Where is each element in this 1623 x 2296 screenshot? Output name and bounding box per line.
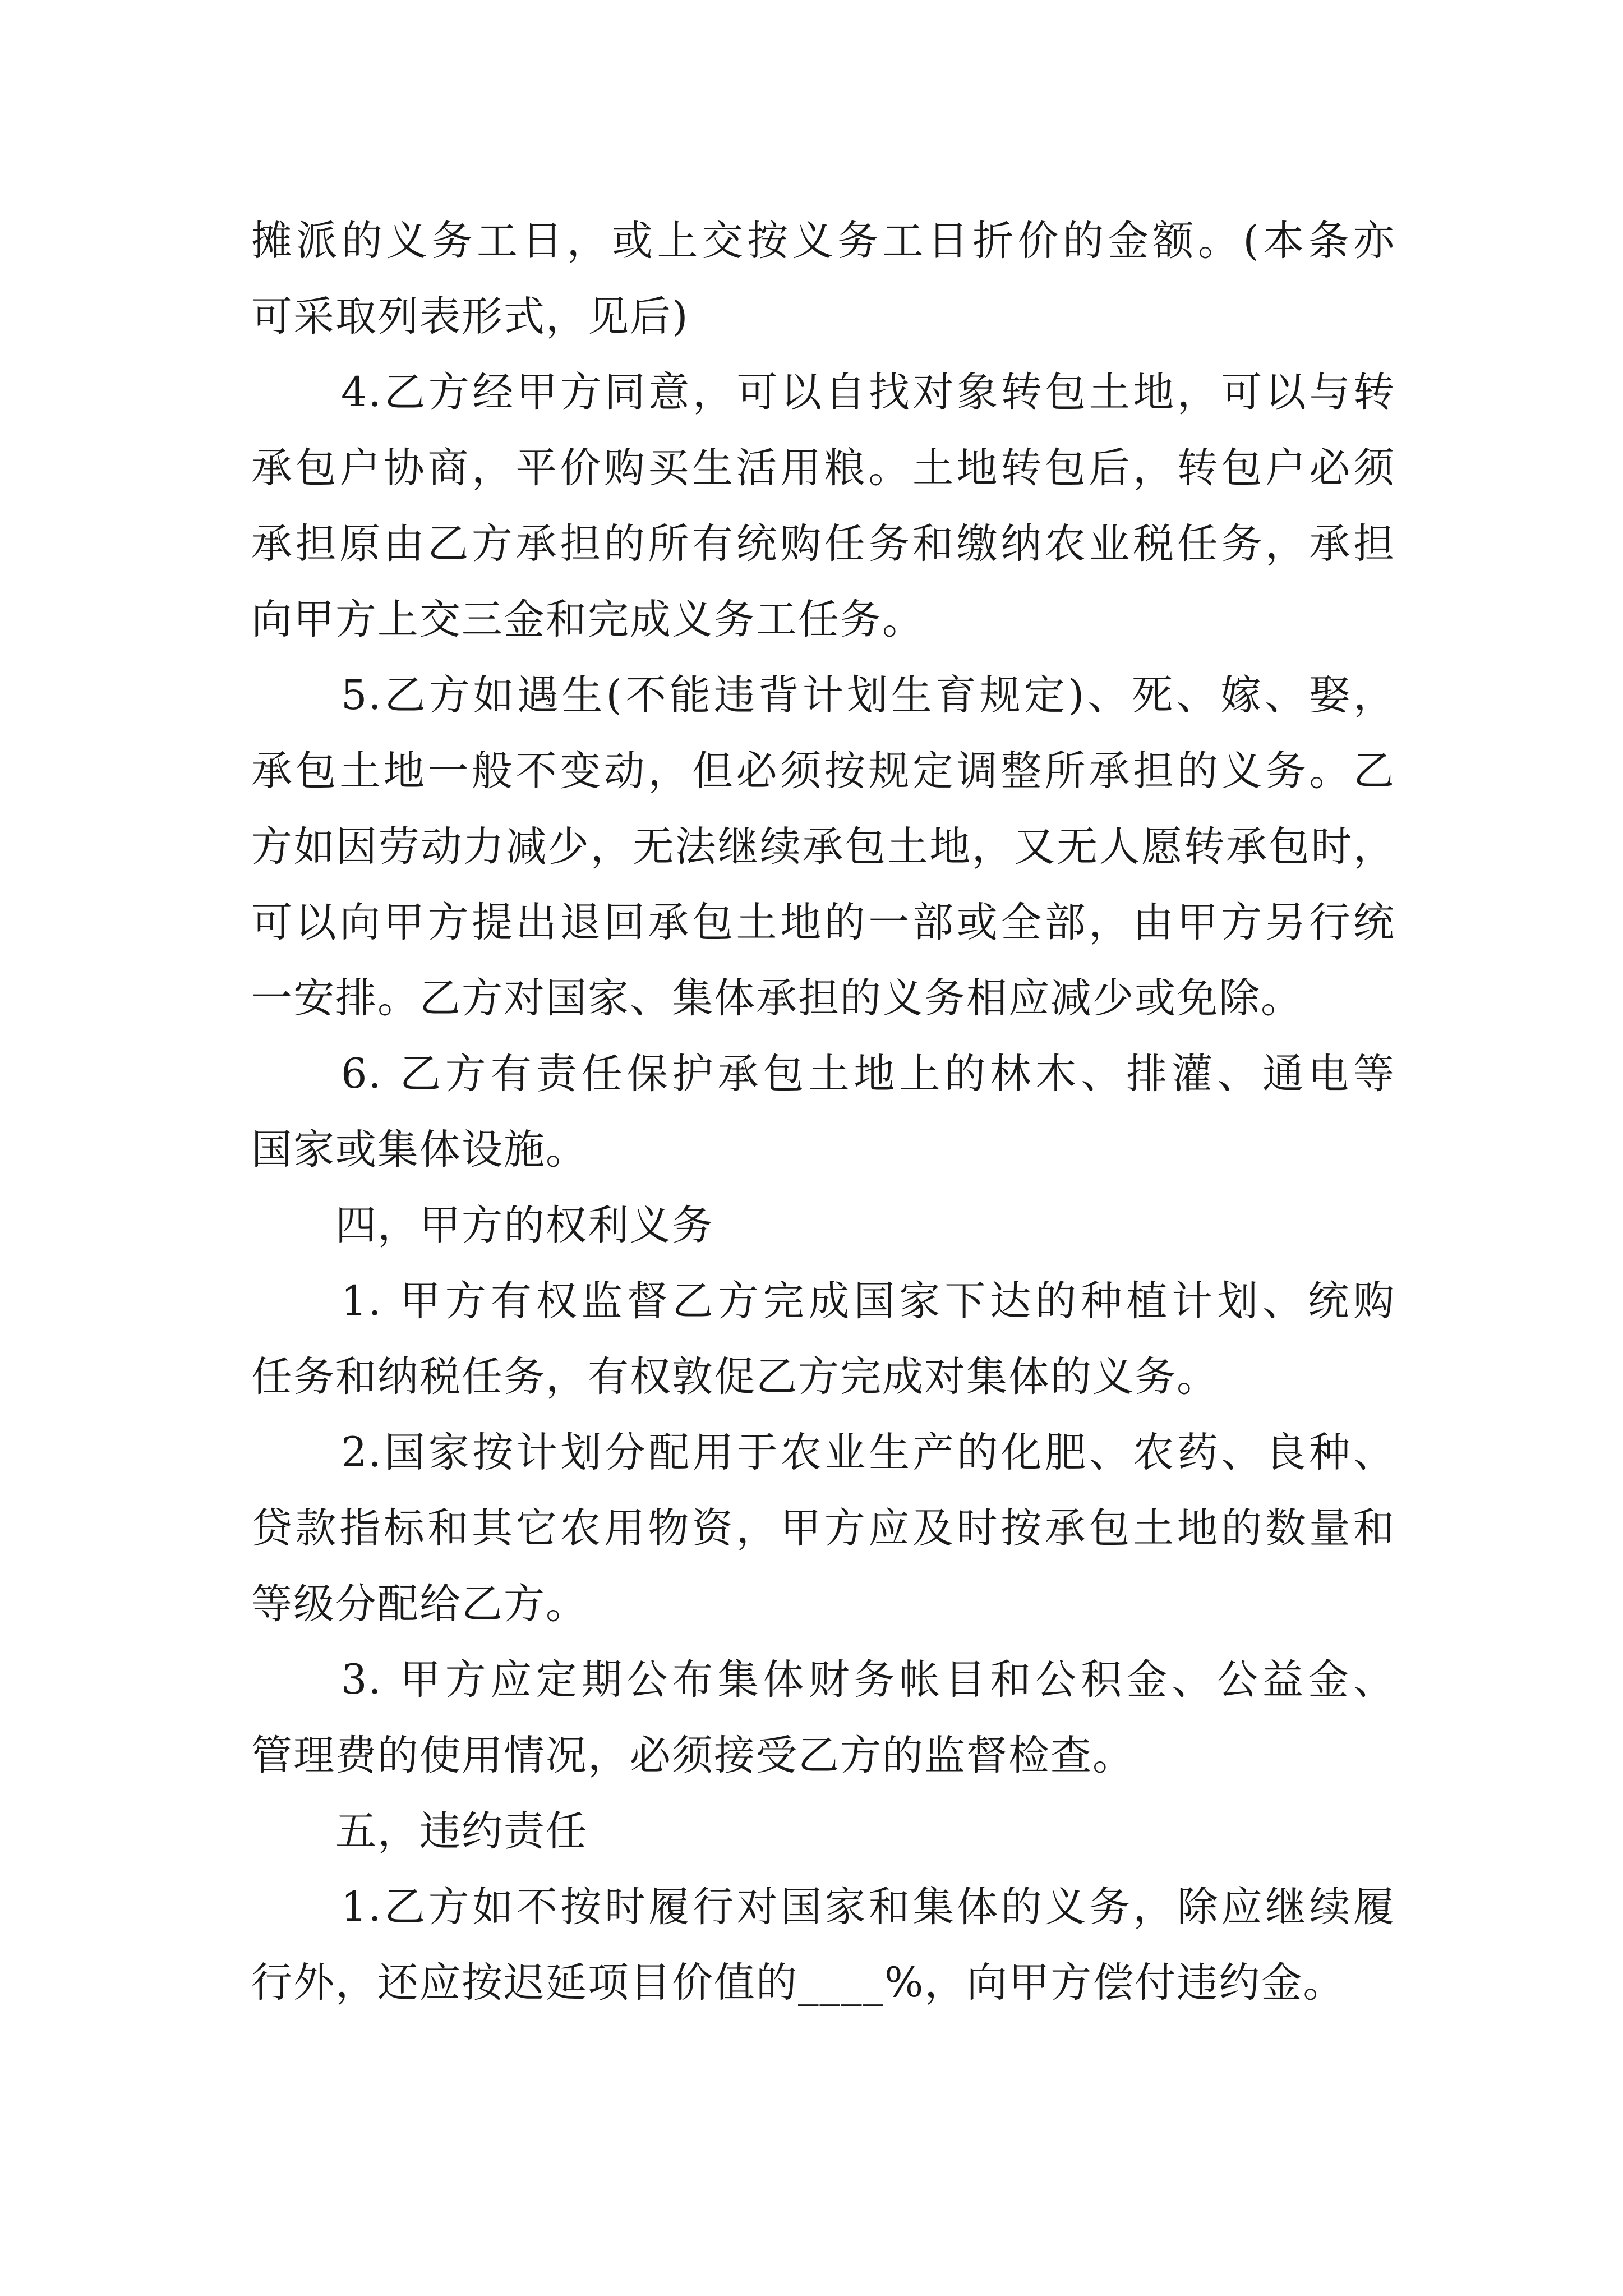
paragraph-line: 1.乙方如不按时履行对国家和集体的义务，除应继续履 [341,1883,1395,1931]
paragraph-line: 5.乙方如遇生(不能违背计划生育规定)、死、嫁、娶， [341,671,1395,719]
paragraph-line: 3. 甲方应定期公布集体财务帐目和公积金、公益金、 [341,1656,1395,1704]
paragraph-line: 国家或集体设施。 [251,1126,588,1174]
paragraph-line: 可采取列表形式，见后) [251,293,689,341]
paragraph-line: 向甲方上交三金和完成义务工任务。 [251,596,924,643]
paragraph-line: 6. 乙方有责任保护承包土地上的林木、排灌、通电等 [341,1050,1395,1098]
paragraph-line: 可以向甲方提出退回承包土地的一部或全部，由甲方另行统 [251,899,1395,946]
paragraph-line: 贷款指标和其它农用物资，甲方应及时按承包土地的数量和 [251,1504,1395,1552]
paragraph-line: 2.国家按计划分配用于农业生产的化肥、农药、良种、 [341,1429,1395,1476]
document-page [251,0,1395,2296]
paragraph-line: 承担原由乙方承担的所有统购任务和缴纳农业税任务，承担 [251,520,1395,568]
paragraph-line: 等级分配给乙方。 [251,1580,588,1628]
paragraph-line: 承包土地一般不变动，但必须按规定调整所承担的义务。乙 [251,747,1395,795]
paragraph-line: 任务和纳税任务，有权敦促乙方完成对集体的义务。 [251,1353,1219,1401]
paragraph-line: 承包户协商，平价购买生活用粮。土地转包后，转包户必须 [251,444,1395,492]
paragraph-line: 一安排。乙方对国家、集体承担的义务相应减少或免除。 [251,974,1303,1022]
paragraph-line: 方如因劳动力减少，无法继续承包土地，又无人愿转承包时， [251,823,1395,871]
paragraph-line: 行外，还应按迟延项目价值的____%，向甲方偿付违约金。 [251,1959,1345,2007]
section-heading: 四，甲方的权利义务 [335,1202,714,1249]
paragraph-line: 1. 甲方有权监督乙方完成国家下达的种植计划、统购 [341,1277,1395,1325]
paragraph-line: 管理费的使用情况，必须接受乙方的监督检查。 [251,1732,1135,1779]
paragraph-line: 4.乙方经甲方同意，可以自找对象转包土地，可以与转 [341,369,1395,416]
section-heading: 五，违约责任 [335,1807,588,1855]
paragraph-line: 摊派的义务工日，或上交按义务工日折价的金额。(本条亦 [251,217,1395,265]
